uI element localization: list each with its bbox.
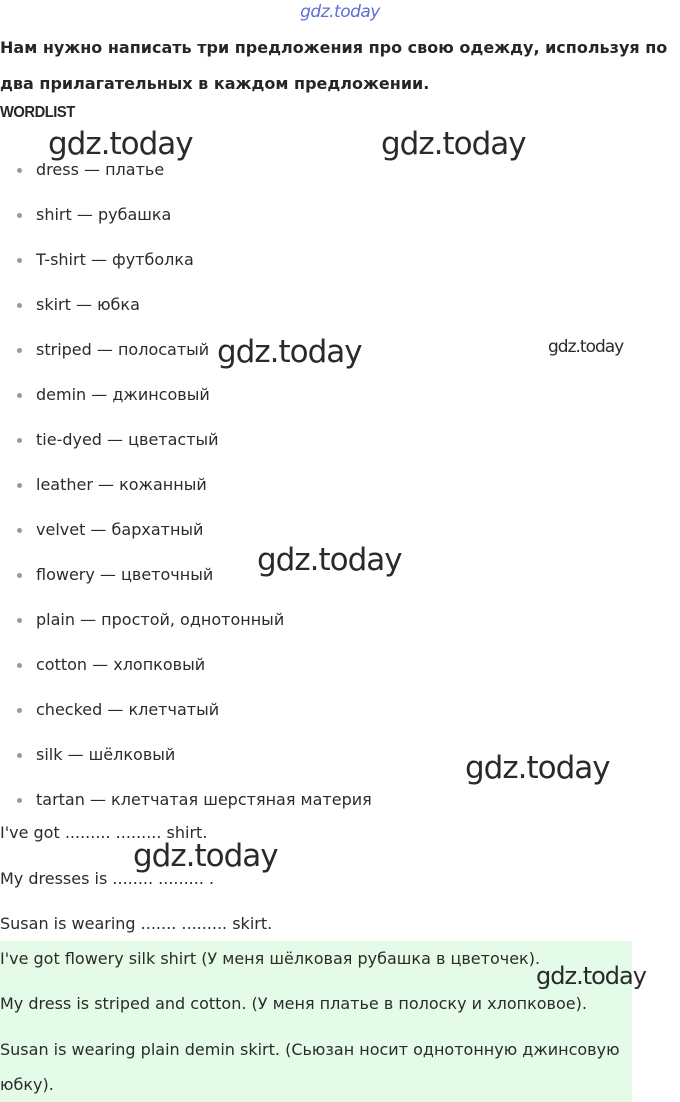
bullet-icon: [17, 213, 22, 218]
list-item: dress — платье: [0, 147, 372, 192]
exercise-line: My dresses is ........ ......... .: [0, 869, 215, 888]
bullet-icon: [17, 303, 22, 308]
exercise-line: Susan is wearing ....... ......... skirt.: [0, 914, 273, 933]
list-item: striped — полосатый: [0, 327, 372, 372]
watermark: gdz.today: [465, 750, 610, 786]
list-item: demin — джинсовый: [0, 372, 372, 417]
bullet-icon: [17, 708, 22, 713]
watermark: gdz.today: [257, 542, 402, 578]
watermark: gdz.today: [548, 337, 624, 357]
watermark: gdz.today: [48, 126, 193, 162]
wordlist: [0, 147, 372, 822]
bullet-icon: [17, 348, 22, 353]
list-item: skirt — юбка: [0, 282, 372, 327]
bullet-icon: [17, 663, 22, 668]
bullet-icon: [17, 483, 22, 488]
bullet-icon: [17, 168, 22, 173]
exercise-line: I've got ......... ......... shirt.: [0, 823, 208, 842]
list-item: plain — простой, однотонный: [0, 597, 372, 642]
bullet-icon: [17, 798, 22, 803]
watermark: gdz.today: [217, 334, 362, 370]
list-item: tie-dyed — цветастый: [0, 417, 372, 462]
wordlist-heading: WORDLIST: [0, 104, 75, 121]
list-item: cotton — хлопковый: [0, 642, 372, 687]
bullet-icon: [17, 438, 22, 443]
list-item: silk — шёлковый: [0, 732, 372, 777]
list-item: checked — клетчатый: [0, 687, 372, 732]
answer-line: Susan is wearing plain demin skirt. (Сьюзан носит однотонную джинсовую: [0, 1040, 620, 1059]
bullet-icon: [17, 753, 22, 758]
list-item: shirt — рубашка: [0, 192, 372, 237]
answer-line: юбку).: [0, 1075, 54, 1094]
list-item: flowery — цветочный: [0, 552, 372, 597]
bullet-icon: [17, 393, 22, 398]
top-watermark: gdz.today: [300, 2, 380, 22]
list-item: T-shirt — футболка: [0, 237, 372, 282]
bullet-icon: [17, 573, 22, 578]
bullet-icon: [17, 618, 22, 623]
list-item: velvet — бархатный: [0, 507, 372, 552]
bullet-icon: [17, 528, 22, 533]
watermark: gdz.today: [381, 126, 526, 162]
bullet-icon: [17, 258, 22, 263]
watermark: gdz.today: [133, 838, 278, 874]
watermark: gdz.today: [536, 962, 646, 990]
list-item: tartan — клетчатая шерстяная материя: [0, 777, 372, 822]
answer-line: My dress is striped and cotton. (У меня платье в полоску и хлопковое).: [0, 994, 587, 1013]
list-item: leather — кожанный: [0, 462, 372, 507]
answer-line: I've got flowery silk shirt (У меня шёлковая рубашка в цветочек).: [0, 949, 541, 968]
task-text: Нам нужно написать три предложения про свою одежду, используя по два прилагательных в каждом предложении.: [0, 38, 668, 93]
